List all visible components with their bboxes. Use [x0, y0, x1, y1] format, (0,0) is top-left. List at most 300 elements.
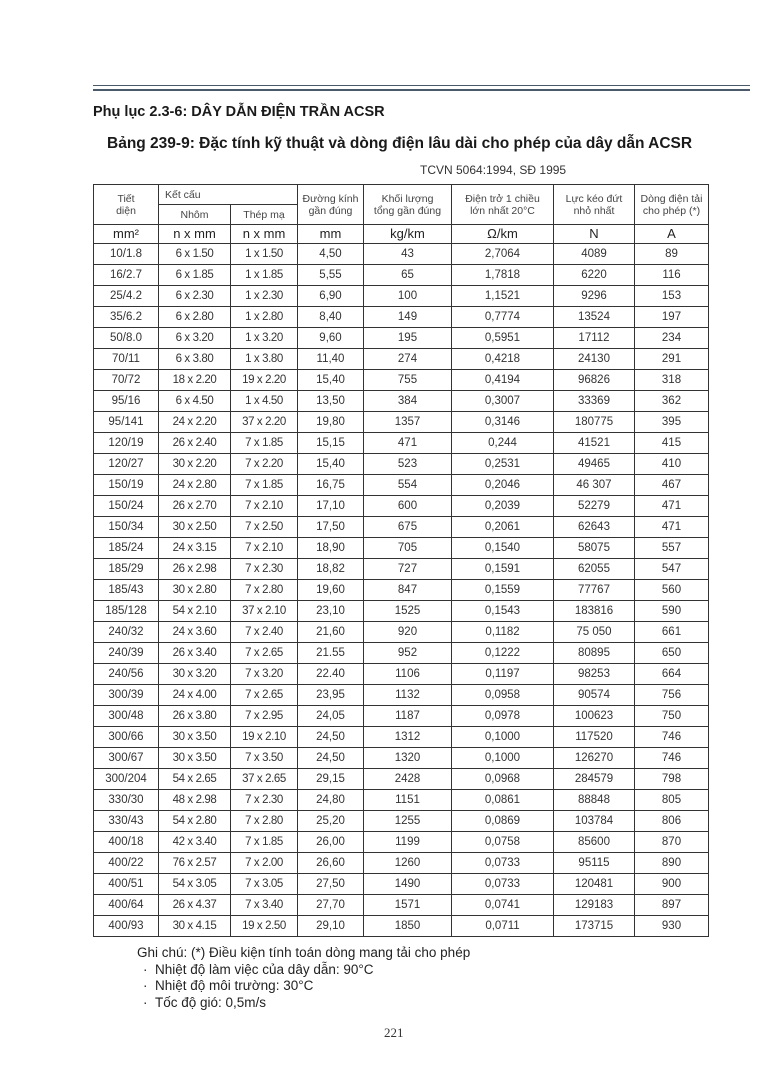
resistance-cell: 0,0968 — [452, 769, 554, 790]
current-cell: 547 — [635, 559, 709, 580]
resistance-cell: 1,7818 — [452, 265, 554, 286]
resistance-cell: 0,7774 — [452, 307, 554, 328]
table-row — [94, 391, 709, 412]
section-cell: 185/43 — [94, 580, 159, 601]
aluminum-cell: 6 x 1.50 — [159, 244, 231, 265]
resistance-cell: 0,2531 — [452, 454, 554, 475]
mass-cell: 847 — [364, 580, 452, 601]
standard-reference: TCVN 5064:1994, SĐ 1995 — [420, 163, 567, 177]
unit-cell: n x mm — [159, 225, 231, 244]
mass-cell: 1187 — [364, 706, 452, 727]
mass-cell: 1132 — [364, 685, 452, 706]
notes-heading: Ghi chú: (*) Điều kiện tính toán dòng mang tải cho phép — [137, 945, 471, 960]
table-row — [94, 790, 709, 811]
aluminum-cell: 26 x 3.40 — [159, 643, 231, 664]
aluminum-cell: 6 x 3.20 — [159, 328, 231, 349]
resistance-cell: 0,5951 — [452, 328, 554, 349]
section-cell: 330/30 — [94, 790, 159, 811]
current-cell: 750 — [635, 706, 709, 727]
tensile-cell: 180775 — [554, 412, 635, 433]
mass-cell: 523 — [364, 454, 452, 475]
section-cell: 400/93 — [94, 916, 159, 937]
resistance-cell: 0,0978 — [452, 706, 554, 727]
unit-cell: kg/km — [364, 225, 452, 244]
header-rule-bottom — [93, 89, 750, 91]
current-cell: 415 — [635, 433, 709, 454]
current-cell: 756 — [635, 685, 709, 706]
steel-cell: 7 x 2.10 — [231, 496, 298, 517]
diameter-cell: 26,60 — [298, 853, 364, 874]
section-cell: 400/18 — [94, 832, 159, 853]
header-current-line2: cho phép (*) — [642, 204, 701, 217]
current-cell: 746 — [635, 748, 709, 769]
current-cell: 291 — [635, 349, 709, 370]
diameter-cell: 8,40 — [298, 307, 364, 328]
steel-cell: 7 x 2.80 — [231, 580, 298, 601]
resistance-cell: 0,0869 — [452, 811, 554, 832]
header-section — [94, 185, 159, 225]
section-cell: 185/29 — [94, 559, 159, 580]
aluminum-cell: 26 x 4.37 — [159, 895, 231, 916]
diameter-cell: 18,90 — [298, 538, 364, 559]
section-cell: 150/19 — [94, 475, 159, 496]
resistance-cell: 0,244 — [452, 433, 554, 454]
table-row — [94, 496, 709, 517]
header-diameter — [298, 185, 364, 225]
header-tensile-line1: Lực kéo đứt — [565, 192, 623, 205]
diameter-cell: 13,50 — [298, 391, 364, 412]
tensile-cell: 98253 — [554, 664, 635, 685]
current-cell: 471 — [635, 517, 709, 538]
content-flow — [93, 184, 753, 1041]
steel-cell: 1 x 1.50 — [231, 244, 298, 265]
current-cell: 661 — [635, 622, 709, 643]
table-row — [94, 475, 709, 496]
section-cell: 300/48 — [94, 706, 159, 727]
aluminum-cell: 54 x 3.05 — [159, 874, 231, 895]
table-row — [94, 622, 709, 643]
tensile-cell: 9296 — [554, 286, 635, 307]
table-row — [94, 916, 709, 937]
steel-cell: 7 x 1.85 — [231, 475, 298, 496]
resistance-cell: 0,4218 — [452, 349, 554, 370]
steel-cell: 7 x 3.40 — [231, 895, 298, 916]
section-cell: 400/51 — [94, 874, 159, 895]
section-cell: 16/2.7 — [94, 265, 159, 286]
diameter-cell: 29,10 — [298, 916, 364, 937]
tensile-cell: 6220 — [554, 265, 635, 286]
aluminum-cell: 26 x 2.40 — [159, 433, 231, 454]
mass-cell: 755 — [364, 370, 452, 391]
diameter-cell: 27,50 — [298, 874, 364, 895]
mass-cell: 274 — [364, 349, 452, 370]
section-cell: 70/11 — [94, 349, 159, 370]
page-number: 221 — [384, 1025, 404, 1040]
diameter-cell: 18,82 — [298, 559, 364, 580]
aluminum-cell: 26 x 2.98 — [159, 559, 231, 580]
tensile-cell: 80895 — [554, 643, 635, 664]
header-rule-top — [93, 85, 750, 86]
diameter-cell: 24,50 — [298, 727, 364, 748]
tensile-cell: 126270 — [554, 748, 635, 769]
diameter-cell: 4,50 — [298, 244, 364, 265]
diameter-cell: 21,60 — [298, 622, 364, 643]
current-cell: 471 — [635, 496, 709, 517]
table-row — [94, 895, 709, 916]
diameter-cell: 19,60 — [298, 580, 364, 601]
header-resistance-line2: lớn nhất 20°C — [470, 204, 535, 217]
diameter-cell: 15,15 — [298, 433, 364, 454]
aluminum-cell: 54 x 2.65 — [159, 769, 231, 790]
aluminum-cell: 6 x 3.80 — [159, 349, 231, 370]
aluminum-cell: 42 x 3.40 — [159, 832, 231, 853]
table-row — [94, 664, 709, 685]
tensile-cell: 117520 — [554, 727, 635, 748]
table-row — [94, 874, 709, 895]
aluminum-cell: 24 x 2.20 — [159, 412, 231, 433]
mass-cell: 1525 — [364, 601, 452, 622]
aluminum-cell: 48 x 2.98 — [159, 790, 231, 811]
note-item: · Nhiệt độ môi trường: 30°C — [137, 978, 753, 995]
table-row — [94, 286, 709, 307]
tensile-cell: 129183 — [554, 895, 635, 916]
units-row — [94, 225, 709, 244]
aluminum-cell: 30 x 3.50 — [159, 748, 231, 769]
table-row — [94, 559, 709, 580]
section-cell: 35/6.2 — [94, 307, 159, 328]
unit-cell: N — [554, 225, 635, 244]
tensile-cell: 120481 — [554, 874, 635, 895]
resistance-cell: 0,0758 — [452, 832, 554, 853]
mass-cell: 471 — [364, 433, 452, 454]
section-cell: 25/4.2 — [94, 286, 159, 307]
section-cell: 330/43 — [94, 811, 159, 832]
steel-cell: 19 x 2.20 — [231, 370, 298, 391]
mass-cell: 1199 — [364, 832, 452, 853]
current-cell: 664 — [635, 664, 709, 685]
mass-cell: 675 — [364, 517, 452, 538]
section-cell: 240/56 — [94, 664, 159, 685]
table-row — [94, 349, 709, 370]
diameter-cell: 16,75 — [298, 475, 364, 496]
resistance-cell: 0,1182 — [452, 622, 554, 643]
diameter-cell: 15,40 — [298, 370, 364, 391]
aluminum-cell: 30 x 3.20 — [159, 664, 231, 685]
current-cell: 410 — [635, 454, 709, 475]
diameter-cell: 17,10 — [298, 496, 364, 517]
table-row — [94, 412, 709, 433]
section-cell: 50/8.0 — [94, 328, 159, 349]
steel-cell: 19 x 2.50 — [231, 916, 298, 937]
aluminum-cell: 6 x 4.50 — [159, 391, 231, 412]
resistance-cell: 0,1197 — [452, 664, 554, 685]
aluminum-cell: 6 x 2.30 — [159, 286, 231, 307]
section-cell: 150/24 — [94, 496, 159, 517]
table-row — [94, 580, 709, 601]
header-row-1 — [94, 185, 709, 205]
table-row — [94, 706, 709, 727]
header-resistance-line1: Điện trở 1 chiều — [465, 192, 540, 205]
current-cell: 557 — [635, 538, 709, 559]
aluminum-cell: 24 x 2.80 — [159, 475, 231, 496]
table-row — [94, 853, 709, 874]
current-cell: 234 — [635, 328, 709, 349]
tensile-cell: 62643 — [554, 517, 635, 538]
table-row — [94, 433, 709, 454]
current-cell: 930 — [635, 916, 709, 937]
resistance-cell: 0,1000 — [452, 748, 554, 769]
header-structure: Kết cấu — [159, 185, 298, 205]
current-cell: 467 — [635, 475, 709, 496]
resistance-cell: 0,3146 — [452, 412, 554, 433]
tensile-cell: 58075 — [554, 538, 635, 559]
tensile-cell: 49465 — [554, 454, 635, 475]
current-cell: 318 — [635, 370, 709, 391]
section-cell: 240/39 — [94, 643, 159, 664]
resistance-cell: 0,0741 — [452, 895, 554, 916]
current-cell: 362 — [635, 391, 709, 412]
tensile-cell: 41521 — [554, 433, 635, 454]
resistance-cell: 0,0733 — [452, 853, 554, 874]
steel-cell: 7 x 2.50 — [231, 517, 298, 538]
header-current — [635, 185, 709, 225]
tensile-cell: 17112 — [554, 328, 635, 349]
section-cell: 300/66 — [94, 727, 159, 748]
resistance-cell: 0,1540 — [452, 538, 554, 559]
tensile-cell: 13524 — [554, 307, 635, 328]
aluminum-cell: 30 x 3.50 — [159, 727, 231, 748]
current-cell: 890 — [635, 853, 709, 874]
header-steel: Thép mạ — [231, 205, 298, 225]
diameter-cell: 24,80 — [298, 790, 364, 811]
tensile-cell: 100623 — [554, 706, 635, 727]
tensile-cell: 77767 — [554, 580, 635, 601]
current-cell: 900 — [635, 874, 709, 895]
aluminum-cell: 24 x 3.60 — [159, 622, 231, 643]
mass-cell: 705 — [364, 538, 452, 559]
steel-cell: 37 x 2.20 — [231, 412, 298, 433]
resistance-cell: 0,1543 — [452, 601, 554, 622]
tensile-cell: 62055 — [554, 559, 635, 580]
steel-cell: 7 x 2.30 — [231, 790, 298, 811]
mass-cell: 1571 — [364, 895, 452, 916]
notes — [137, 945, 753, 1011]
appendix-title: Phụ lục 2.3-6: DÂY DẪN ĐIỆN TRẦN ACSR — [93, 104, 385, 120]
diameter-cell: 21.55 — [298, 643, 364, 664]
mass-cell: 65 — [364, 265, 452, 286]
aluminum-cell: 30 x 2.20 — [159, 454, 231, 475]
diameter-cell: 24,50 — [298, 748, 364, 769]
mass-cell: 1151 — [364, 790, 452, 811]
resistance-cell: 0,1591 — [452, 559, 554, 580]
table-row — [94, 454, 709, 475]
current-cell: 590 — [635, 601, 709, 622]
header-mass-line2: tổng gần đúng — [373, 204, 442, 217]
table-row — [94, 307, 709, 328]
table-row — [94, 265, 709, 286]
header-aluminum: Nhôm — [159, 205, 231, 225]
steel-cell: 37 x 2.10 — [231, 601, 298, 622]
header-mass — [364, 185, 452, 225]
mass-cell: 1255 — [364, 811, 452, 832]
steel-cell: 7 x 2.65 — [231, 643, 298, 664]
diameter-cell: 5,55 — [298, 265, 364, 286]
section-cell: 95/141 — [94, 412, 159, 433]
diameter-cell: 15,40 — [298, 454, 364, 475]
tensile-cell: 183816 — [554, 601, 635, 622]
table-row — [94, 370, 709, 391]
steel-cell: 7 x 3.20 — [231, 664, 298, 685]
mass-cell: 1260 — [364, 853, 452, 874]
diameter-cell: 27,70 — [298, 895, 364, 916]
table-row — [94, 832, 709, 853]
diameter-cell: 11,40 — [298, 349, 364, 370]
current-cell: 798 — [635, 769, 709, 790]
mass-cell: 384 — [364, 391, 452, 412]
current-cell: 560 — [635, 580, 709, 601]
current-cell: 746 — [635, 727, 709, 748]
mass-cell: 1312 — [364, 727, 452, 748]
header-mass-line1: Khối lượng — [381, 192, 434, 205]
steel-cell: 1 x 2.30 — [231, 286, 298, 307]
mass-cell: 1320 — [364, 748, 452, 769]
table-row — [94, 244, 709, 265]
aluminum-cell: 54 x 2.10 — [159, 601, 231, 622]
table-row — [94, 769, 709, 790]
acsr-spec-table — [93, 184, 709, 937]
section-cell: 240/32 — [94, 622, 159, 643]
steel-cell: 1 x 1.85 — [231, 265, 298, 286]
tensile-cell: 95115 — [554, 853, 635, 874]
tensile-cell: 52279 — [554, 496, 635, 517]
header-section-line1: Tiết — [117, 192, 135, 205]
steel-cell: 7 x 2.95 — [231, 706, 298, 727]
table-row — [94, 538, 709, 559]
tensile-cell: 90574 — [554, 685, 635, 706]
tensile-cell: 75 050 — [554, 622, 635, 643]
unit-cell: mm² — [94, 225, 159, 244]
mass-cell: 149 — [364, 307, 452, 328]
header-current-line1: Dòng điện tải — [640, 192, 703, 205]
table-row — [94, 811, 709, 832]
mass-cell: 2428 — [364, 769, 452, 790]
aluminum-cell: 24 x 3.15 — [159, 538, 231, 559]
steel-cell: 7 x 3.50 — [231, 748, 298, 769]
resistance-cell: 2,7064 — [452, 244, 554, 265]
steel-cell: 19 x 2.10 — [231, 727, 298, 748]
mass-cell: 600 — [364, 496, 452, 517]
current-cell: 197 — [635, 307, 709, 328]
diameter-cell: 17,50 — [298, 517, 364, 538]
aluminum-cell: 6 x 1.85 — [159, 265, 231, 286]
diameter-cell: 19,80 — [298, 412, 364, 433]
mass-cell: 1357 — [364, 412, 452, 433]
tensile-cell: 96826 — [554, 370, 635, 391]
header-tensile-line2: nhỏ nhất — [573, 204, 615, 217]
table-title: Bảng 239-9: Đặc tính kỹ thuật và dòng điện lâu dài cho phép của dây dẫn ACSR — [107, 135, 693, 152]
resistance-cell: 0,2061 — [452, 517, 554, 538]
diameter-cell: 23,10 — [298, 601, 364, 622]
current-cell: 806 — [635, 811, 709, 832]
resistance-cell: 0,0733 — [452, 874, 554, 895]
current-cell: 805 — [635, 790, 709, 811]
note-item: · Tốc độ gió: 0,5m/s — [137, 995, 753, 1012]
resistance-cell: 0,1000 — [452, 727, 554, 748]
tensile-cell: 24130 — [554, 349, 635, 370]
steel-cell: 1 x 3.20 — [231, 328, 298, 349]
resistance-cell: 0,4194 — [452, 370, 554, 391]
header-diameter-line1: Đường kính — [302, 192, 359, 205]
tensile-cell: 33369 — [554, 391, 635, 412]
diameter-cell: 22.40 — [298, 664, 364, 685]
mass-cell: 195 — [364, 328, 452, 349]
steel-cell: 7 x 2.65 — [231, 685, 298, 706]
steel-cell: 7 x 2.20 — [231, 454, 298, 475]
unit-cell: Ω/km — [452, 225, 554, 244]
resistance-cell: 0,0711 — [452, 916, 554, 937]
mass-cell: 554 — [364, 475, 452, 496]
resistance-cell: 0,1559 — [452, 580, 554, 601]
table-row — [94, 643, 709, 664]
diameter-cell: 26,00 — [298, 832, 364, 853]
section-cell: 400/22 — [94, 853, 159, 874]
steel-cell: 37 x 2.65 — [231, 769, 298, 790]
resistance-cell: 0,0861 — [452, 790, 554, 811]
section-cell: 10/1.8 — [94, 244, 159, 265]
resistance-cell: 0,0958 — [452, 685, 554, 706]
current-cell: 897 — [635, 895, 709, 916]
mass-cell: 1106 — [364, 664, 452, 685]
resistance-cell: 0,1222 — [452, 643, 554, 664]
diameter-cell: 29,15 — [298, 769, 364, 790]
tensile-cell: 284579 — [554, 769, 635, 790]
table-row — [94, 685, 709, 706]
current-cell: 870 — [635, 832, 709, 853]
resistance-cell: 0,3007 — [452, 391, 554, 412]
aluminum-cell: 26 x 2.70 — [159, 496, 231, 517]
mass-cell: 100 — [364, 286, 452, 307]
header-tensile — [554, 185, 635, 225]
current-cell: 116 — [635, 265, 709, 286]
steel-cell: 7 x 1.85 — [231, 832, 298, 853]
section-cell: 70/72 — [94, 370, 159, 391]
tensile-cell: 46 307 — [554, 475, 635, 496]
aluminum-cell: 30 x 4.15 — [159, 916, 231, 937]
tensile-cell: 4089 — [554, 244, 635, 265]
table-row — [94, 727, 709, 748]
tensile-cell: 103784 — [554, 811, 635, 832]
aluminum-cell: 24 x 4.00 — [159, 685, 231, 706]
steel-cell: 7 x 2.80 — [231, 811, 298, 832]
diameter-cell: 24,05 — [298, 706, 364, 727]
table-row — [94, 328, 709, 349]
unit-cell: n x mm — [231, 225, 298, 244]
section-cell: 150/34 — [94, 517, 159, 538]
diameter-cell: 23,95 — [298, 685, 364, 706]
mass-cell: 952 — [364, 643, 452, 664]
aluminum-cell: 54 x 2.80 — [159, 811, 231, 832]
section-cell: 95/16 — [94, 391, 159, 412]
section-cell: 185/24 — [94, 538, 159, 559]
aluminum-cell: 26 x 3.80 — [159, 706, 231, 727]
diameter-cell: 25,20 — [298, 811, 364, 832]
aluminum-cell: 6 x 2.80 — [159, 307, 231, 328]
aluminum-cell: 76 x 2.57 — [159, 853, 231, 874]
steel-cell: 7 x 2.40 — [231, 622, 298, 643]
header-diameter-line2: gần đúng — [308, 204, 353, 217]
tensile-cell: 173715 — [554, 916, 635, 937]
header-section-line2: diện — [116, 204, 136, 217]
